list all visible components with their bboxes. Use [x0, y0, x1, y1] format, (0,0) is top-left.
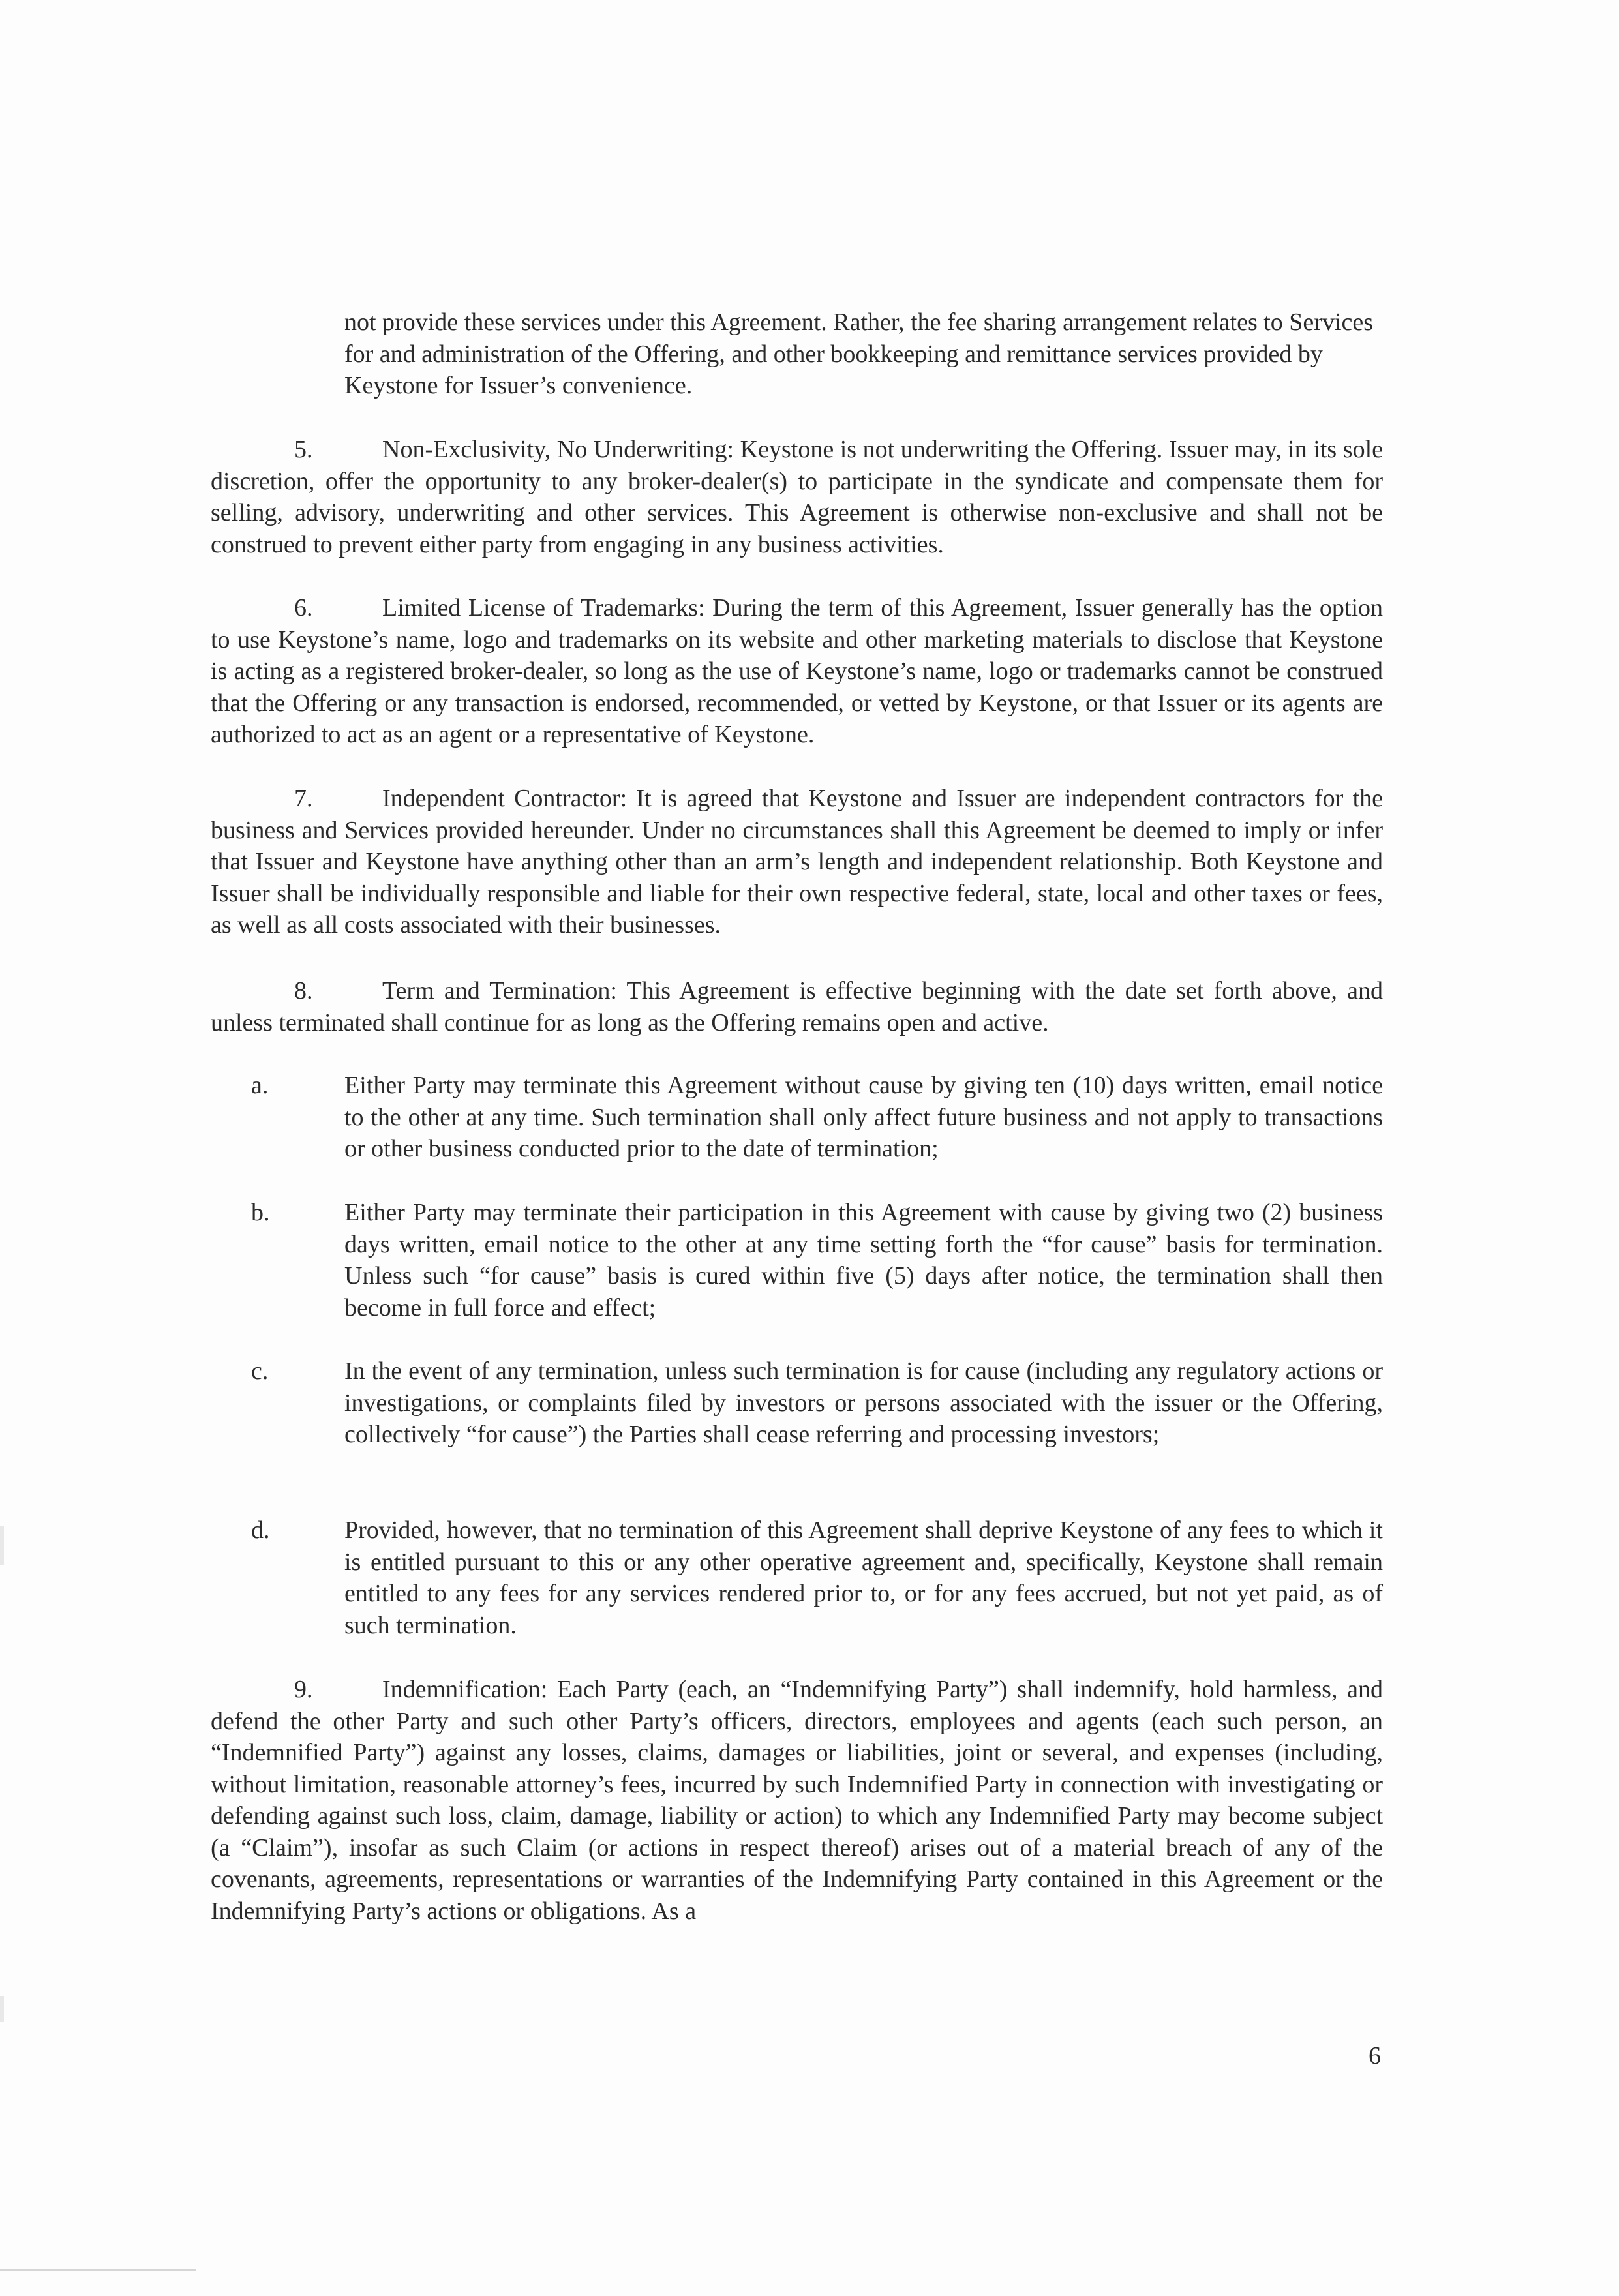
section-5-number: 5. [294, 436, 313, 463]
section-5-paragraph [211, 434, 1383, 560]
scan-artifact-line [0, 2269, 196, 2271]
scan-artifact [0, 1526, 4, 1565]
section-8-paragraph [211, 975, 1383, 1038]
section-7-number: 7. [294, 785, 313, 812]
section-9-paragraph [211, 1674, 1383, 1927]
subsection-d [251, 1515, 1383, 1641]
section-6-paragraph [211, 592, 1383, 751]
subsection-b [251, 1197, 1383, 1323]
subsection-a-label: a. [251, 1072, 269, 1099]
subsection-b-text: Either Party may terminate their participation in this Agreement with cause by giving two (2) business days written, email notice to the other at any time setting forth the “for cause” basis for termination. Unless such “for cause” basis is cured within five (5) days after notice, the termination shall then become in full force and effect; [344, 1199, 1383, 1322]
subsection-c [251, 1355, 1383, 1451]
subsection-d-text: Provided, however, that no termination of this Agreement shall deprive Keystone of any fees to which it is entitled pursuant to this or any other operative agreement and, specifically, Keystone shall remain entitled to any fees for any services rendered prior to, or for any fees accrued, but not yet paid, as of such termination. [344, 1517, 1383, 1639]
section-5-text: Non-Exclusivity, No Underwriting: Keystone is not underwriting the Offering. Issuer may, in its sole discretion, offer the opportunity to any broker-dealer(s) to participate in the syndicate and compensate them for selling, advisory, underwriting and other services. This Agreement is otherwise non-exclusive and shall not be construed to prevent either party from engaging in any business activities. [211, 436, 1383, 558]
section-7-text: Independent Contractor: It is agreed that Keystone and Issuer are independent contractors for the business and Services provided hereunder. Under no circumstances shall this Agreement be deemed to imply or infer that Issuer and Keystone have anything other than an arm’s length and independent relationship. Both Keystone and Issuer shall be individually responsible and liable for their own respective federal, state, local and other taxes or fees, as well as all costs associated with their businesses. [211, 785, 1383, 939]
section-7-paragraph [211, 783, 1383, 941]
section-9-text: Indemnification: Each Party (each, an “Indemnifying Party”) shall indemnify, hold harmless, and defend the other Party and such other Party’s officers, directors, employees and agents (each such person, an “Indemnified Party”) against any losses, claims, damages or liabilities, joint or several, and expenses (including, without limitation, reasonable attorney’s fees, incurred by such Indemnified Party in connection with investigating or defending against such loss, claim, damage, liability or action) to which any Indemnified Party may become subject (a “Claim”), insofar as such Claim (or actions in respect thereof) arises out of a material breach of any of the covenants, agreements, representations or warranties of the Indemnifying Party contained in this Agreement or the Indemnifying Party’s actions or obligations. As a [211, 1676, 1383, 1925]
section-6-text: Limited License of Trademarks: During the term of this Agreement, Issuer generally has the option to use Keystone’s name, logo and trademarks on its website and other marketing materials to disclose that Keystone is acting as a registered broker-dealer, so long as the use of Keystone’s name, logo or trademarks cannot be construed that the Offering or any transaction is endorsed, recommended, or vetted by Keystone, or that Issuer or its agents are authorized to act as an agent or a representative of Keystone. [211, 594, 1383, 748]
page-number: 6 [1369, 2042, 1381, 2070]
subsection-a [251, 1070, 1383, 1165]
subsection-d-label: d. [251, 1517, 270, 1544]
subsection-c-text: In the event of any termination, unless such termination is for cause (including any regulatory actions or investigations, or complaints filed by investors or persons associated with the issuer or the Offering, collectively “for cause”) the Parties shall cease referring and processing investors; [344, 1357, 1383, 1448]
section-6-number: 6. [294, 594, 313, 622]
subsection-b-label: b. [251, 1199, 270, 1226]
continuation-paragraph: not provide these services under this Agreement. Rather, the fee sharing arrangement relates to Services for and administration of the Offering, and other bookkeeping and remittance services provided by Keystone for Issuer’s convenience. [344, 309, 1374, 399]
subsection-a-text: Either Party may terminate this Agreement without cause by giving ten (10) days written, email notice to the other at any time. Such termination shall only affect future business and not apply to transactions or other business conducted prior to the date of termination; [344, 1072, 1383, 1162]
subsection-c-label: c. [251, 1357, 269, 1385]
scan-artifact [0, 1996, 4, 2022]
section-8-number: 8. [294, 977, 313, 1004]
section-9-number: 9. [294, 1676, 313, 1703]
section-8-text: Term and Termination: This Agreement is effective beginning with the date set forth above, and unless terminated shall continue for as long as the Offering remains open and active. [211, 977, 1383, 1036]
